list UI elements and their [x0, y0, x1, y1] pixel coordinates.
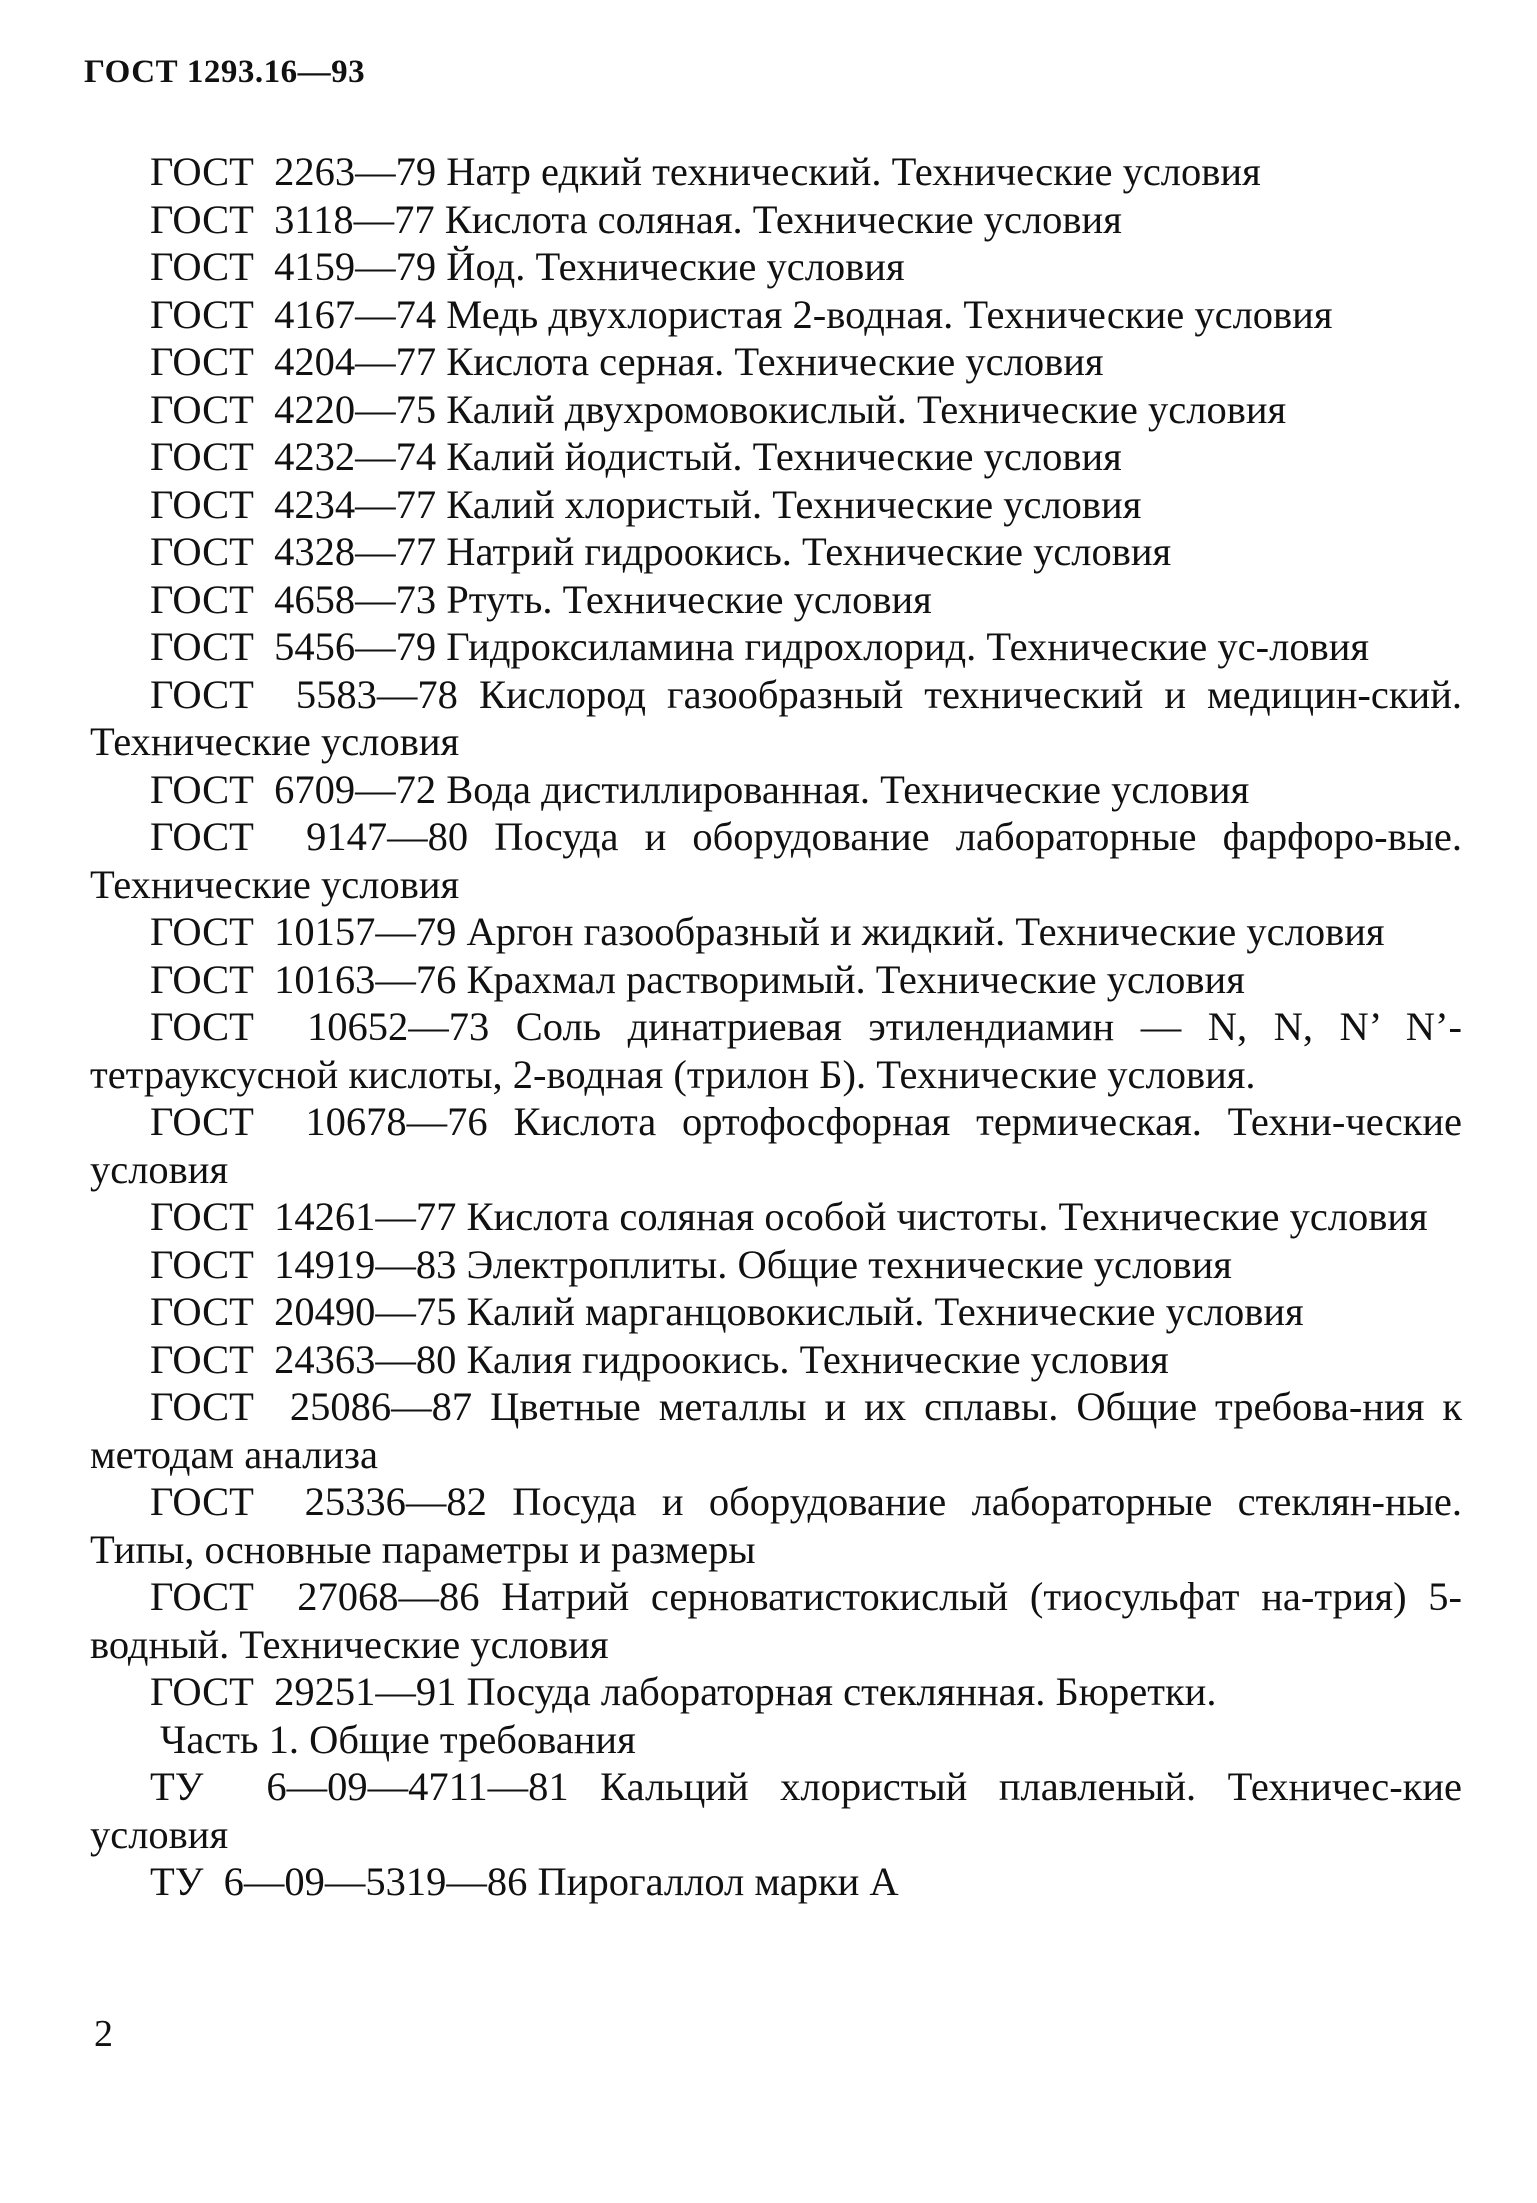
reference-code: ГОСТ 20490—75 — [150, 1289, 457, 1334]
reference-item — [90, 481, 1462, 529]
reference-title: Натрий серноватистокислый (тиосульфат на-трия) 5-водный. Технические условия — [90, 1574, 1463, 1667]
reference-title: Кальций хлористый плавленый. Техничес-кие условия — [90, 1764, 1463, 1857]
reference-title: Крахмал растворимый. Технические условия — [466, 956, 1245, 1002]
reference-title: Кислота ортофосфорная термическая. Техни-ческие условия — [90, 1099, 1462, 1192]
normative-references-list — [90, 148, 1462, 1906]
reference-code: ГОСТ 5456—79 — [150, 624, 437, 669]
reference-title: Калий хлористый. Технические условия — [446, 481, 1142, 527]
reference-code: ГОСТ 4658—73 — [150, 576, 437, 622]
reference-item — [90, 1003, 1462, 1098]
reference-item — [90, 148, 1462, 196]
reference-code: ТУ 6—09—5319—86 — [150, 1859, 528, 1904]
reference-item — [90, 1573, 1462, 1668]
reference-title: Натр едкий технический. Технические условия — [446, 149, 1261, 194]
reference-item — [90, 813, 1462, 908]
reference-title: Цветные металлы и их сплавы. Общие требова-ния к методам анализа — [90, 1384, 1462, 1477]
reference-code: ГОСТ 2263—79 — [150, 149, 437, 194]
reference-title: Соль динатриевая этилендиамин — N, N, N’ N’-тетрауксусной кислоты, 2-водная (трилон Б). Технические условия. — [90, 1004, 1463, 1097]
reference-title: Калий йодистый. Технические условия — [446, 434, 1122, 479]
reference-title: Пирогаллол марки А — [537, 1859, 899, 1904]
reference-item — [90, 1383, 1462, 1478]
reference-code: ГОСТ 6709—72 — [150, 766, 437, 812]
reference-title: Калий двухромовокислый. Технические условия — [446, 386, 1287, 432]
reference-title: Часть 1. Общие требования — [160, 1716, 636, 1762]
reference-item — [90, 291, 1462, 339]
reference-item — [90, 956, 1462, 1004]
reference-title: Кислород газообразный технический и медицин-ский. Технические условия — [90, 671, 1463, 764]
reference-item — [90, 1288, 1462, 1336]
reference-item — [90, 338, 1462, 386]
reference-item — [90, 243, 1462, 291]
reference-title: Вода дистиллированная. Технические условия — [446, 766, 1250, 812]
reference-title: Медь двухлористая 2-водная. Технические условия — [446, 291, 1333, 337]
reference-code: ГОСТ 4232—74 — [150, 434, 437, 479]
reference-item — [90, 671, 1462, 766]
reference-title: Кислота серная. Технические условия — [446, 339, 1104, 384]
reference-code: ГОСТ 25086—87 — [150, 1384, 473, 1429]
reference-item — [90, 1098, 1462, 1193]
reference-title: Кислота соляная особой чистоты. Технические условия — [466, 1194, 1428, 1239]
reference-code: ГОСТ 4159—79 — [150, 244, 437, 289]
reference-item — [90, 908, 1462, 956]
reference-code: ГОСТ 29251—91 — [150, 1669, 457, 1714]
reference-code: ГОСТ 4167—74 — [150, 291, 437, 337]
reference-continuation — [90, 1716, 1462, 1764]
reference-code: ГОСТ 5583—78 — [150, 671, 458, 717]
reference-code: ТУ 6—09—4711—81 — [150, 1764, 569, 1809]
reference-item — [90, 528, 1462, 576]
reference-title: Гидроксиламина гидрохлорид. Технические ус-ловия — [446, 624, 1370, 669]
reference-item — [90, 1478, 1462, 1573]
document-code-header: ГОСТ 1293.16—93 — [84, 54, 366, 90]
reference-code: ГОСТ 3118—77 — [150, 196, 435, 242]
reference-item — [90, 1336, 1462, 1384]
reference-title: Посуда лабораторная стеклянная. Бюретки. — [466, 1669, 1217, 1714]
reference-item — [90, 1241, 1462, 1289]
reference-title: Посуда и оборудование лабораторные стеклян-ные. Типы, основные параметры и размеры — [90, 1479, 1462, 1572]
reference-code: ГОСТ 14261—77 — [150, 1194, 457, 1239]
reference-code: ГОСТ 9147—80 — [150, 814, 469, 859]
reference-title: Йод. Технические условия — [446, 244, 905, 289]
reference-title: Калия гидроокись. Технические условия — [466, 1336, 1169, 1382]
reference-code: ГОСТ 10157—79 — [150, 909, 457, 954]
reference-title: Натрий гидроокись. Технические условия — [446, 529, 1172, 574]
reference-code: ГОСТ 10652—73 — [150, 1004, 490, 1049]
reference-title: Аргон газообразный и жидкий. Технические условия — [466, 909, 1385, 954]
reference-code: ГОСТ 10678—76 — [150, 1099, 488, 1144]
reference-title: Посуда и оборудование лабораторные фарфоро-вые. Технические условия — [90, 814, 1463, 907]
page-number: 2 — [94, 2013, 113, 2055]
reference-code: ГОСТ 4234—77 — [150, 481, 437, 527]
reference-item — [90, 386, 1462, 434]
reference-item — [90, 576, 1462, 624]
reference-title: Кислота соляная. Технические условия — [444, 196, 1122, 242]
reference-code: ГОСТ 27068—86 — [150, 1574, 480, 1619]
reference-item — [90, 766, 1462, 814]
reference-code: ГОСТ 4204—77 — [150, 339, 437, 384]
reference-code: ГОСТ 4328—77 — [150, 529, 437, 574]
reference-code: ГОСТ 25336—82 — [150, 1479, 487, 1524]
reference-item — [90, 1668, 1462, 1716]
reference-item — [90, 1858, 1462, 1906]
reference-code: ГОСТ 24363—80 — [150, 1336, 457, 1382]
reference-title: Калий марганцовокислый. Технические условия — [466, 1289, 1304, 1334]
reference-item — [90, 196, 1462, 244]
reference-code: ГОСТ 14919—83 — [150, 1241, 457, 1287]
reference-code: ГОСТ 10163—76 — [150, 956, 457, 1002]
reference-item — [90, 1193, 1462, 1241]
reference-title: Ртуть. Технические условия — [446, 576, 932, 622]
reference-item — [90, 1763, 1462, 1858]
reference-code: ГОСТ 4220—75 — [150, 386, 437, 432]
reference-item — [90, 433, 1462, 481]
reference-item — [90, 623, 1462, 671]
reference-title: Электроплиты. Общие технические условия — [466, 1241, 1232, 1287]
